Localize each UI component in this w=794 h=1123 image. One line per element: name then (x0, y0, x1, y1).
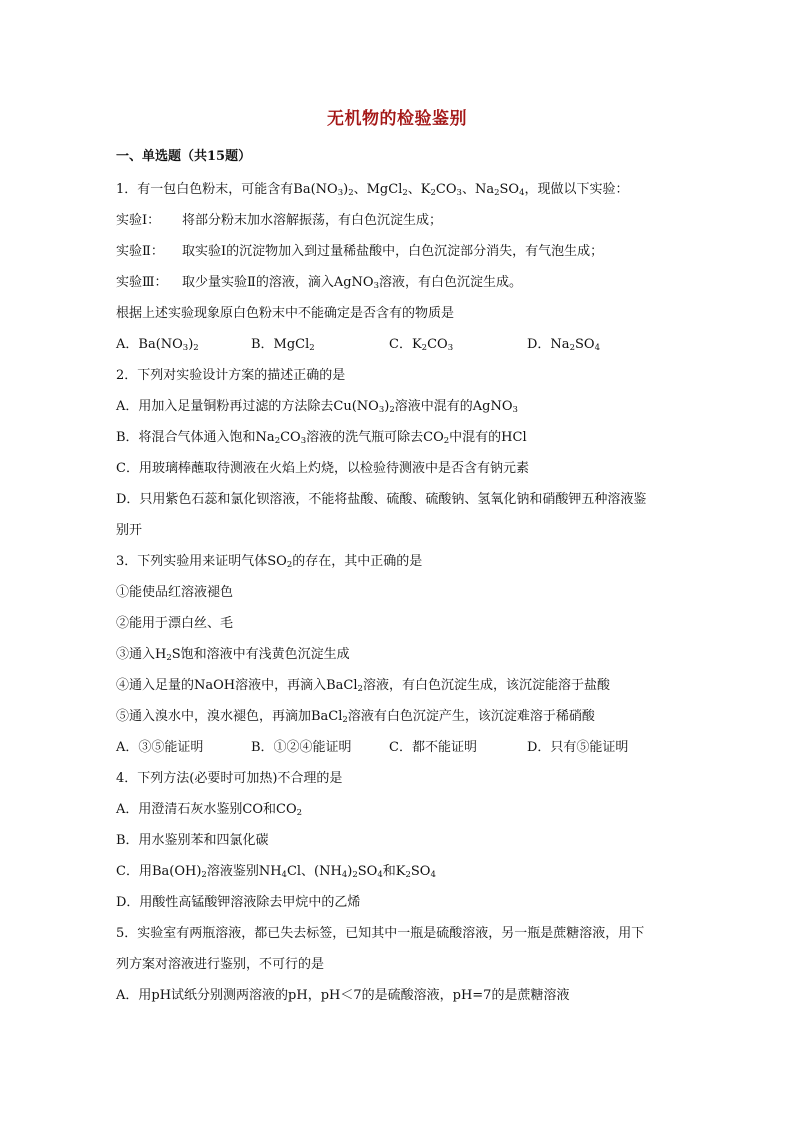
text-segment: A．用加入足量铜粉再过滤的方法除去Cu(NO (116, 399, 379, 414)
subscript: 3 (512, 405, 518, 415)
subscript: 4 (281, 870, 287, 880)
subscript: 4 (377, 870, 383, 880)
section-heading: 一、单选题（共15题） (116, 149, 252, 164)
text-segment: A．Ba(NO (116, 337, 183, 352)
text-segment: ，现做以下实验： (524, 182, 629, 197)
subscript: 4 (341, 870, 348, 880)
text-segment: SO (574, 337, 595, 352)
q1-exp2 (116, 240, 603, 259)
q2-option-a[interactable] (116, 395, 518, 414)
q5-stem-cont: 列方案对溶液进行鉴别，不可行的是 (116, 957, 325, 972)
text-segment: 、Na (461, 182, 495, 197)
subscript: 2 (357, 684, 363, 694)
text-segment: 和K (382, 864, 406, 879)
subscript: 2 (443, 436, 450, 446)
subscript: 2 (352, 870, 358, 880)
q2-option-b[interactable] (116, 426, 527, 445)
subscript: 3 (378, 405, 385, 415)
q2-stem: 2．下列对实验设计方案的描述正确的是 (116, 368, 346, 383)
subscript: 2 (402, 188, 408, 198)
text-segment: C．用Ba(OH) (116, 864, 202, 879)
q1-exp3-text (182, 275, 522, 290)
q4-option-a[interactable] (116, 798, 302, 817)
subscript: 2 (286, 560, 293, 570)
q1-exp2-text: 取实验Ⅰ的沉淀物加入到过量稀盐酸中，白色沉淀部分消失，有气泡生成； (182, 244, 604, 259)
text-segment: D．Na (527, 337, 570, 352)
subscript: 2 (494, 188, 500, 198)
q1-option-a[interactable] (116, 333, 199, 352)
text-segment: ) (343, 182, 349, 197)
q1-exp3 (116, 271, 522, 290)
text-segment: 溶液的洗气瓶可除去CO (306, 430, 444, 445)
q3-statement-1: ①能使品红溶液褪色 (116, 585, 234, 600)
q1-exp1-label: 实验Ⅰ： (116, 213, 161, 228)
text-segment: SO (357, 864, 378, 879)
q3-option-b[interactable]: B．①②④能证明 (251, 740, 352, 755)
text-segment: Cl、(NH (286, 864, 342, 879)
q3-statement-2: ②能用于漂白丝、毛 (116, 616, 234, 631)
subscript: 4 (594, 343, 600, 353)
text-segment: 、MgCl (353, 182, 403, 197)
text-segment: B．MgCl (251, 337, 310, 352)
text-segment: 溶液中混有的AgNO (394, 399, 513, 414)
text-segment: ④通入足量的NaOH溶液中，再滴入BaCl (116, 678, 358, 693)
subscript: 2 (193, 343, 199, 353)
q1-option-c[interactable] (389, 333, 453, 352)
q1-option-d[interactable] (527, 333, 600, 352)
q4-option-c[interactable] (116, 860, 436, 879)
text-segment: 中混有的HCl (449, 430, 527, 445)
text-segment: CO (427, 337, 448, 352)
q3-statement-5 (116, 705, 595, 724)
subscript: 2 (166, 653, 172, 663)
q3-stem (116, 550, 422, 569)
q1-stem (116, 178, 629, 197)
subscript: 2 (421, 343, 428, 353)
subscript: 3 (373, 281, 380, 291)
subscript: 4 (519, 188, 525, 198)
text-segment: A．用澄清石灰水鉴别CO和CO (116, 802, 297, 817)
text-segment: S饱和溶液中有浅黄色沉淀生成 (171, 647, 350, 662)
q2-option-d-cont: 别开 (116, 523, 143, 538)
q4-option-b[interactable]: B．用水鉴别苯和四氯化碳 (116, 833, 269, 848)
subscript: 2 (405, 870, 411, 880)
q4-option-d[interactable]: D．用酸性高锰酸钾溶液除去甲烷中的乙烯 (116, 895, 361, 910)
text-segment: ) (384, 399, 390, 414)
text-segment: ) (188, 337, 194, 352)
q1-ask: 根据上述实验现象原白色粉末中不能确定是否含有的物质是 (116, 306, 455, 321)
text-segment: 溶液，有白色沉淀生成，该沉淀能溶于盐酸 (362, 678, 610, 693)
text-segment: 溶液有白色沉淀产生，该沉淀难溶于稀硝酸 (347, 709, 595, 724)
text-segment: B．将混合气体通入饱和Na (116, 430, 275, 445)
subscript: 3 (182, 343, 189, 353)
q2-option-d[interactable]: D．只用紫色石蕊和氯化钡溶液，不能将盐酸、硫酸、硫酸钠、氢氧化钠和硝酸钾五种溶液鉴 (116, 492, 647, 507)
text-segment: 的存在，其中正确的是 (292, 554, 423, 569)
text-segment: 溶液，有白色沉淀生成。 (379, 275, 523, 290)
q3-option-d[interactable]: D．只有⑤能证明 (527, 740, 629, 755)
subscript: 2 (296, 808, 303, 818)
text-segment: CO (280, 430, 301, 445)
text-segment: ) (347, 864, 353, 879)
text-segment: CO (435, 182, 457, 197)
subscript: 4 (430, 870, 436, 880)
q2-option-c[interactable]: C．用玻璃棒蘸取待测液在火焰上灼烧，以检验待测液中是否含有钠元素 (116, 461, 529, 476)
q4-stem: 4．下列方法(必要时可加热)不合理的是 (116, 771, 343, 786)
text-segment: 溶液鉴别NH (206, 864, 282, 879)
text-segment: 1．有一包白色粉末，可能含有Ba(NO (116, 182, 338, 197)
subscript: 3 (456, 188, 462, 198)
text-segment: SO (410, 864, 431, 879)
q5-stem: 5．实验室有两瓶溶液，都已失去标签，已知其中一瓶是硫酸溶液，另一瓶是蔗糖溶液，用下 (116, 926, 645, 941)
subscript: 2 (342, 715, 348, 725)
subscript: 2 (274, 436, 281, 446)
q3-option-c[interactable]: C．都不能证明 (389, 740, 477, 755)
text-segment: C．K (389, 337, 422, 352)
subscript: 2 (348, 188, 354, 198)
q3-option-a[interactable]: A．③⑤能证明 (116, 740, 204, 755)
text-segment: ③通入H (116, 647, 167, 662)
subscript: 2 (430, 188, 436, 198)
subscript: 2 (389, 405, 395, 415)
text-segment: 3．下列实验用来证明气体SO (116, 554, 287, 569)
page-title: 无机物的检验鉴别 (327, 109, 467, 129)
subscript: 3 (337, 188, 344, 198)
text-segment: 、K (407, 182, 431, 197)
q1-exp1-text: 将部分粉末加水溶解振荡，有白色沉淀生成； (182, 213, 443, 228)
text-segment: SO (499, 182, 520, 197)
subscript: 3 (300, 436, 307, 446)
text-segment: 取少量实验Ⅱ的溶液，滴入AgNO (182, 275, 374, 290)
q1-exp3-label: 实验Ⅲ： (116, 275, 168, 290)
q3-statement-4 (116, 674, 610, 693)
q3-statement-3 (116, 643, 350, 662)
subscript: 2 (309, 343, 315, 353)
q1-option-b[interactable] (251, 333, 315, 352)
subscript: 2 (569, 343, 575, 353)
text-segment: ⑤通入溴水中，溴水褪色，再滴加BaCl (116, 709, 343, 724)
subscript: 3 (447, 343, 454, 353)
q1-exp2-label: 实验Ⅱ： (116, 244, 164, 259)
subscript: 2 (201, 870, 207, 880)
q1-exp1 (116, 209, 442, 228)
q5-option-a[interactable]: A．用pH试纸分别测两溶液的pH，pH＜7的是硫酸溶液，pH=7的是蔗糖溶液 (116, 988, 570, 1003)
